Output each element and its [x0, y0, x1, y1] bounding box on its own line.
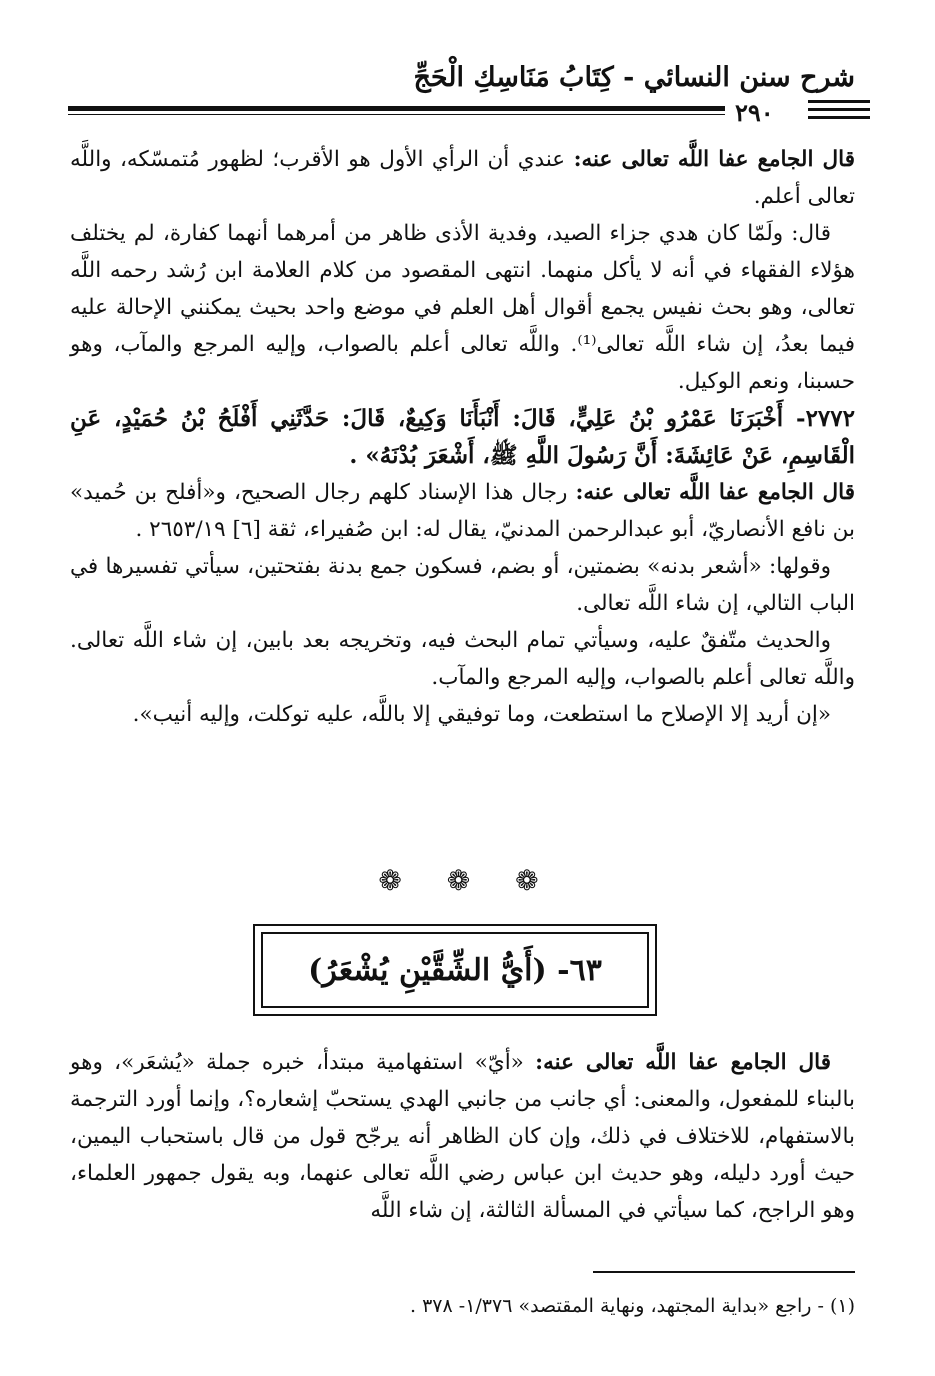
hadith-text: ٢٧٧٢- أَخْبَرَنَا عَمْرُو بْنُ عَلِيٍّ، قَالَ: أَنْبَأَنَا وَكِيعٌ، قَالَ: حَدَّثَنِي أَفْلَحُ بْنُ حُمَيْدٍ، عَنِ الْقَاسِمِ، عَنْ عَائِشَةَ: أَنَّ رَسُولَ اللَّهِ ﷺ، أَشْعَرَ بُدْنَهُ» .	[70, 405, 855, 469]
paragraph-closing-dua: «إن أريد إلا الإصلاح ما استطعت، وما توفيقي إلا باللَّه، عليه توكلت، وإليه أنيب».	[132, 702, 831, 727]
paragraph-text: رجال هذا الإسناد كلهم رجال الصحيح، و«أفلح بن حُميد» بن نافع الأنصاريّ، أبو عبدالرحمن المدنيّ، يقال له: ابن صُفيراء، ثقة [٦] ٢٦٥٣/١٩ .	[70, 480, 855, 542]
chapter-title: ٦٣- (أَيُّ الشِّقَّيْنِ يُشْعَرُ)	[261, 932, 649, 1008]
section-separator: ❁ ❁ ❁	[378, 864, 557, 897]
footnote-divider	[593, 1271, 855, 1273]
running-header-title: شرح سنن النسائي - كِتَابُ مَنَاسِكِ الْحَجِّ	[413, 62, 855, 93]
paragraph-ashar-budnah: وقولها: «أشعر بدنه» بضمتين، أو بضم، فسكون جمع بدنة بفتحتين، سيأتي تفسيرها في الباب التالي، إن شاء اللَّه تعالى.	[70, 554, 855, 616]
author-lead: قال الجامع عفا اللَّه تعالى عنه:	[575, 480, 855, 505]
footnote: (١) - راجع «بداية المجتهد، ونهاية المقتصد» ١/٣٧٦- ٣٧٨ .	[410, 1295, 855, 1317]
chapter-heading-box	[253, 924, 657, 1016]
paragraph-text: عندي أن الرأي الأول هو الأقرب؛ لظهور مُتمسّكه، واللَّه تعالى أعلم.	[70, 147, 855, 209]
page-number-rule-3	[808, 116, 870, 119]
header-rule-thick	[68, 106, 725, 111]
page-number-rule-2	[808, 108, 870, 111]
author-lead: قال الجامع عفا اللَّه تعالى عنه:	[573, 147, 855, 172]
page-number: ٢٩٠	[735, 98, 774, 127]
paragraph-author-opinion	[70, 141, 855, 215]
paragraph-isnad	[70, 474, 855, 548]
paragraph-ibn-rushd: قال: ولَمّا كان هدي جزاء الصيد، وفدية الأذى ظاهر من أمرهما أنهما كفارة، لم يختلف هؤلاء الفقهاء في أنه لا يأكل منهما. انتهى المقصود من كلام العلامة ابن رُشد رحمه اللَّه تعالى، وهو بحث نفيس يجمع أقوال أهل العلم في موضع واحد بحيث يمكنني الإحالة عليه فيما بعدُ، إن شاء اللَّه تعالى⁽¹⁾. واللَّه تعالى أعلم بالصواب، وإليه المرجع والمآب، وهو حسبنا، ونعم الوكيل.	[70, 221, 855, 394]
paragraph-chapter-commentary	[70, 1044, 855, 1229]
paragraph-takhrij: والحديث متّفقٌ عليه، وسيأتي تمام البحث فيه، وتخريجه بعد بابين، إن شاء اللَّه تعالى. واللَّه تعالى أعلم بالصواب، وإليه المرجع والمآب.	[70, 628, 855, 690]
author-lead: قال الجامع عفا اللَّه تعالى عنه:	[535, 1050, 831, 1075]
header-rule-thin	[68, 114, 725, 115]
bottom-text-section	[70, 1044, 855, 1229]
page-number-rule-1	[808, 100, 870, 103]
top-text-section	[70, 141, 855, 733]
paragraph-text: «أيّ» استفهامية مبتدأ، خبره جملة «يُشعَر»، وهو بالبناء للمفعول، والمعنى: أي جانب من جانبي الهدي يستحبّ إشعاره؟، وإنما أورد الترجمة بالاستفهام، للاختلاف في ذلك، وإن كان الظاهر أنه يرجّح قول من قال باستحباب اليمين، حيث أورد دليله، وهو حديث ابن عباس رضي اللَّه تعالى عنهما، وبه يقول جمهور العلماء، وهو الراجح، كما سيأتي في المسألة الثالثة، إن شاء اللَّه	[70, 1050, 855, 1223]
